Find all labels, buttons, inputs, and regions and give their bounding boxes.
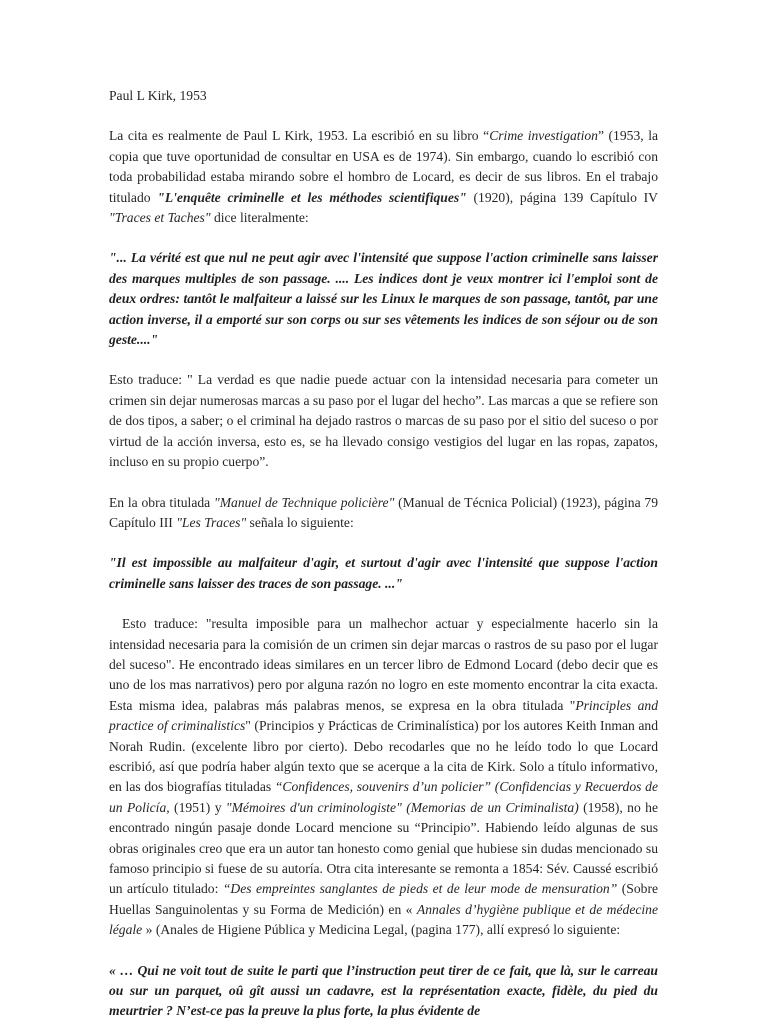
article-title-empreintes: “Des empreintes sanglantes de pieds et de leur mode de mensuration” (222, 881, 618, 897)
text-run: dice literalmente: (210, 210, 309, 226)
quote-causse-1854: « … Qui ne voit tout de suite le parti que l’instruction peut tirer de ce fait, que là, sur le carreau ou sur un parquet, oû gît aussi un cadavre, est la représentation exacte, fidèle, du pied du meurtrier ? N’est-ce pas la preuve la plus forte, la plus évidente de (109, 962, 658, 1019)
text-run: " (Principios y Prácticas de Criminalística) por los autores Keith Inman and Norah Rudin. (excelente libro por cierto). Debo recodarles que no he leído todo lo que Locard escribió, así que podría haber algún texto que se acerque a la cita de Kirk. Solo a título informativo, en las dos biografías tituladas (109, 718, 658, 795)
document-title: Paul L Kirk, 1953 (109, 88, 207, 103)
paragraph-translation-2 (109, 614, 658, 941)
book-title-crime-investigation: Crime investigation (489, 128, 598, 144)
paragraph-manuel (109, 493, 658, 534)
text-run: ” (1953, la copia que tuve oportunidad de consultar en USA es de 1974). Sin embargo, cuando lo escribió con toda probabilidad estaba mirando sobre el hombro de Locard, es decir de sus libros. En el trabajo titulado (109, 128, 658, 205)
chapter-title-traces-et-taches: "Traces et Taches" (109, 210, 211, 226)
text-run: (Manual de Técnica Policial) (1923), página 79 Capítulo III (109, 494, 658, 530)
text-run: La cita es realmente de Paul L Kirk, 1953. La escribió en su libro “ (109, 128, 490, 144)
chapter-title-les-traces: "Les Traces" (176, 514, 247, 530)
text-run: Esto traduce: "resulta imposible para un malhechor actuar y especialmente hacerlo sin la intensidad necesaria para la comisión de un crimen sin dejar marcas o rastros de su paso por el lugar del suceso". He encontrado ideas similares en un tercer libro de Edmond Locard (debo decir que es uno de los mas narrativos) pero por alguna razón no logro en este momento encontrar la cita exacta. Esta misma idea, palabras más palabras menos, se expresa en la obra titulada " (109, 616, 658, 713)
text-run: En la obra titulada (109, 494, 214, 510)
book-title-memoires: "Mémoires d'un criminologiste" (Memorias de un Criminalista) (225, 799, 579, 815)
paragraph-intro (109, 126, 658, 228)
text-run: señala lo siguiente: (246, 514, 354, 530)
journal-title-annales: Annales d’hygiène publique et de médecine légale (109, 901, 658, 938)
book-title-confidences: “Confidences, souvenirs d’un policier” (Confidencias y Recuerdos de un Policía, (109, 779, 658, 815)
book-title-principles: Principles and practice of criminalistics (109, 697, 658, 734)
quote-locard-1920: "... La vérité est que nul ne peut agir avec l'intensité que suppose l'action criminelle sans laisser des marques multiples de son passage. .... Les indices dont je veux montrer ici l'emploi sont de deux ordres: tantôt le malfaiteur a laissé sur les Linux le marques de son passage, tantôt, par une action inverse, il a emporté sur son corps ou sur ses vêtements les indices de son séjour ou de son geste...." (109, 250, 658, 348)
book-title-enquete: "L'enquête criminelle et les méthodes scientifiques" (157, 189, 467, 205)
text-run: » (Anales de Higiene Pública y Medicina Legal, (pagina 177), allí expresó lo siguiente: (142, 922, 621, 938)
text-run: (1958), no he encontrado ningún pasaje donde Locard mencione su “Principio”. Habiendo leído algunas de sus obras originales creo que era un autor tan honesto como genial que hubiese sin dudas mencionado su famoso principio si fuese de su autoría. Otra cita interesante se remonta a 1854: Sév. Caussé escribió un artículo titulado: (109, 799, 658, 897)
book-title-manuel: "Manuel de Technique policière" (213, 494, 395, 510)
text-run: (Sobre Huellas Sanguinolentas y su Forma de Medición) en « (109, 881, 658, 917)
quote-locard-1923: "Il est impossible au malfaiteur d'agir, et surtout d'agir avec l'intensité que suppose l'action criminelle sans laisser des traces de son passage. ..." (109, 555, 658, 591)
text-run: (1951) y (169, 799, 226, 815)
text-run: (1920), página 139 Capítulo IV (466, 189, 658, 205)
document-page (109, 86, 658, 1022)
paragraph-translation-1: Esto traduce: " La verdad es que nadie puede actuar con la intensidad necesaria para cometer un crimen sin dejar numerosas marcas a su paso por el lugar del hecho”. Las marcas a que se refiere son de dos tipos, a saber; o el criminal ha dejado rastros o marcas de su paso por el sitio del suceso o por virtud de la acción inversa, esto es, se ha llevado consigo vestigios del lugar en las ropas, zapatos, incluso en su propio cuerpo”. (109, 372, 658, 470)
